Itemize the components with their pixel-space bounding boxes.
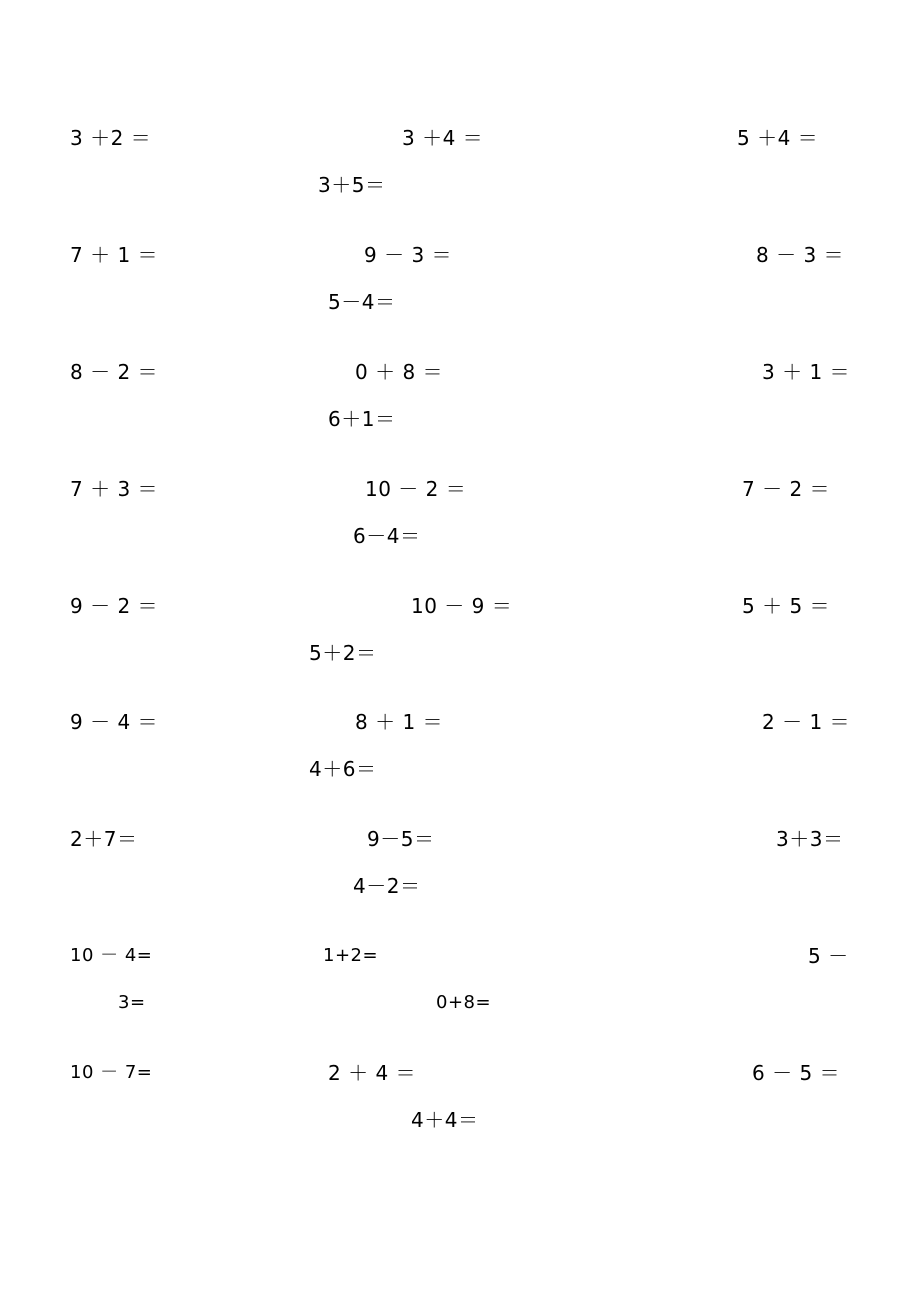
problem-8-3-continued: 3= bbox=[118, 992, 146, 1013]
problem-3-3: 3 ＋ 1 ＝ bbox=[762, 360, 851, 384]
problem-3-1: 8 － 2 ＝ bbox=[70, 360, 159, 384]
problem-4-4: 6－4＝ bbox=[353, 524, 421, 548]
problem-7-2: 9－5＝ bbox=[367, 827, 435, 851]
problem-6-3: 2 － 1 ＝ bbox=[762, 710, 851, 734]
problem-9-4: 4＋4＝ bbox=[411, 1108, 479, 1132]
problem-4-2: 10 － 2 ＝ bbox=[365, 477, 467, 501]
problem-5-2: 10 － 9 ＝ bbox=[411, 594, 513, 618]
problem-1-3: 5 ＋4 ＝ bbox=[737, 126, 819, 150]
problem-2-4: 5－4＝ bbox=[328, 290, 396, 314]
problem-4-3: 7 － 2 ＝ bbox=[742, 477, 831, 501]
problem-9-2: 2 ＋ 4 ＝ bbox=[328, 1061, 417, 1085]
problem-1-4: 3＋5＝ bbox=[318, 173, 386, 197]
problem-3-2: 0 ＋ 8 ＝ bbox=[355, 360, 444, 384]
problem-2-3: 8 － 3 ＝ bbox=[756, 243, 845, 267]
problem-4-1: 7 ＋ 3 ＝ bbox=[70, 477, 159, 501]
problem-2-2: 9 － 3 ＝ bbox=[364, 243, 453, 267]
problem-8-1: 10 － 4= bbox=[70, 945, 153, 966]
problem-8-4: 0+8= bbox=[436, 992, 492, 1013]
problem-1-1: 3 ＋2 ＝ bbox=[70, 126, 152, 150]
problem-6-1: 9 － 4 ＝ bbox=[70, 710, 159, 734]
problem-6-2: 8 ＋ 1 ＝ bbox=[355, 710, 444, 734]
problem-7-4: 4－2＝ bbox=[353, 874, 421, 898]
problem-5-3: 5 ＋ 5 ＝ bbox=[742, 594, 831, 618]
problem-3-4: 6＋1＝ bbox=[328, 407, 396, 431]
problem-7-1: 2＋7＝ bbox=[70, 827, 138, 851]
problem-8-2: 1+2= bbox=[323, 945, 379, 966]
problem-5-1: 9 － 2 ＝ bbox=[70, 594, 159, 618]
problem-1-2: 3 ＋4 ＝ bbox=[402, 126, 484, 150]
problem-9-1: 10 － 7= bbox=[70, 1062, 153, 1083]
problem-6-4: 4＋6＝ bbox=[309, 757, 377, 781]
problem-7-3: 3＋3＝ bbox=[776, 827, 844, 851]
problem-2-1: 7 ＋ 1 ＝ bbox=[70, 243, 159, 267]
problem-8-3: 5 － bbox=[808, 944, 849, 968]
problem-9-3: 6 － 5 ＝ bbox=[752, 1061, 841, 1085]
problem-5-4: 5＋2＝ bbox=[309, 641, 377, 665]
